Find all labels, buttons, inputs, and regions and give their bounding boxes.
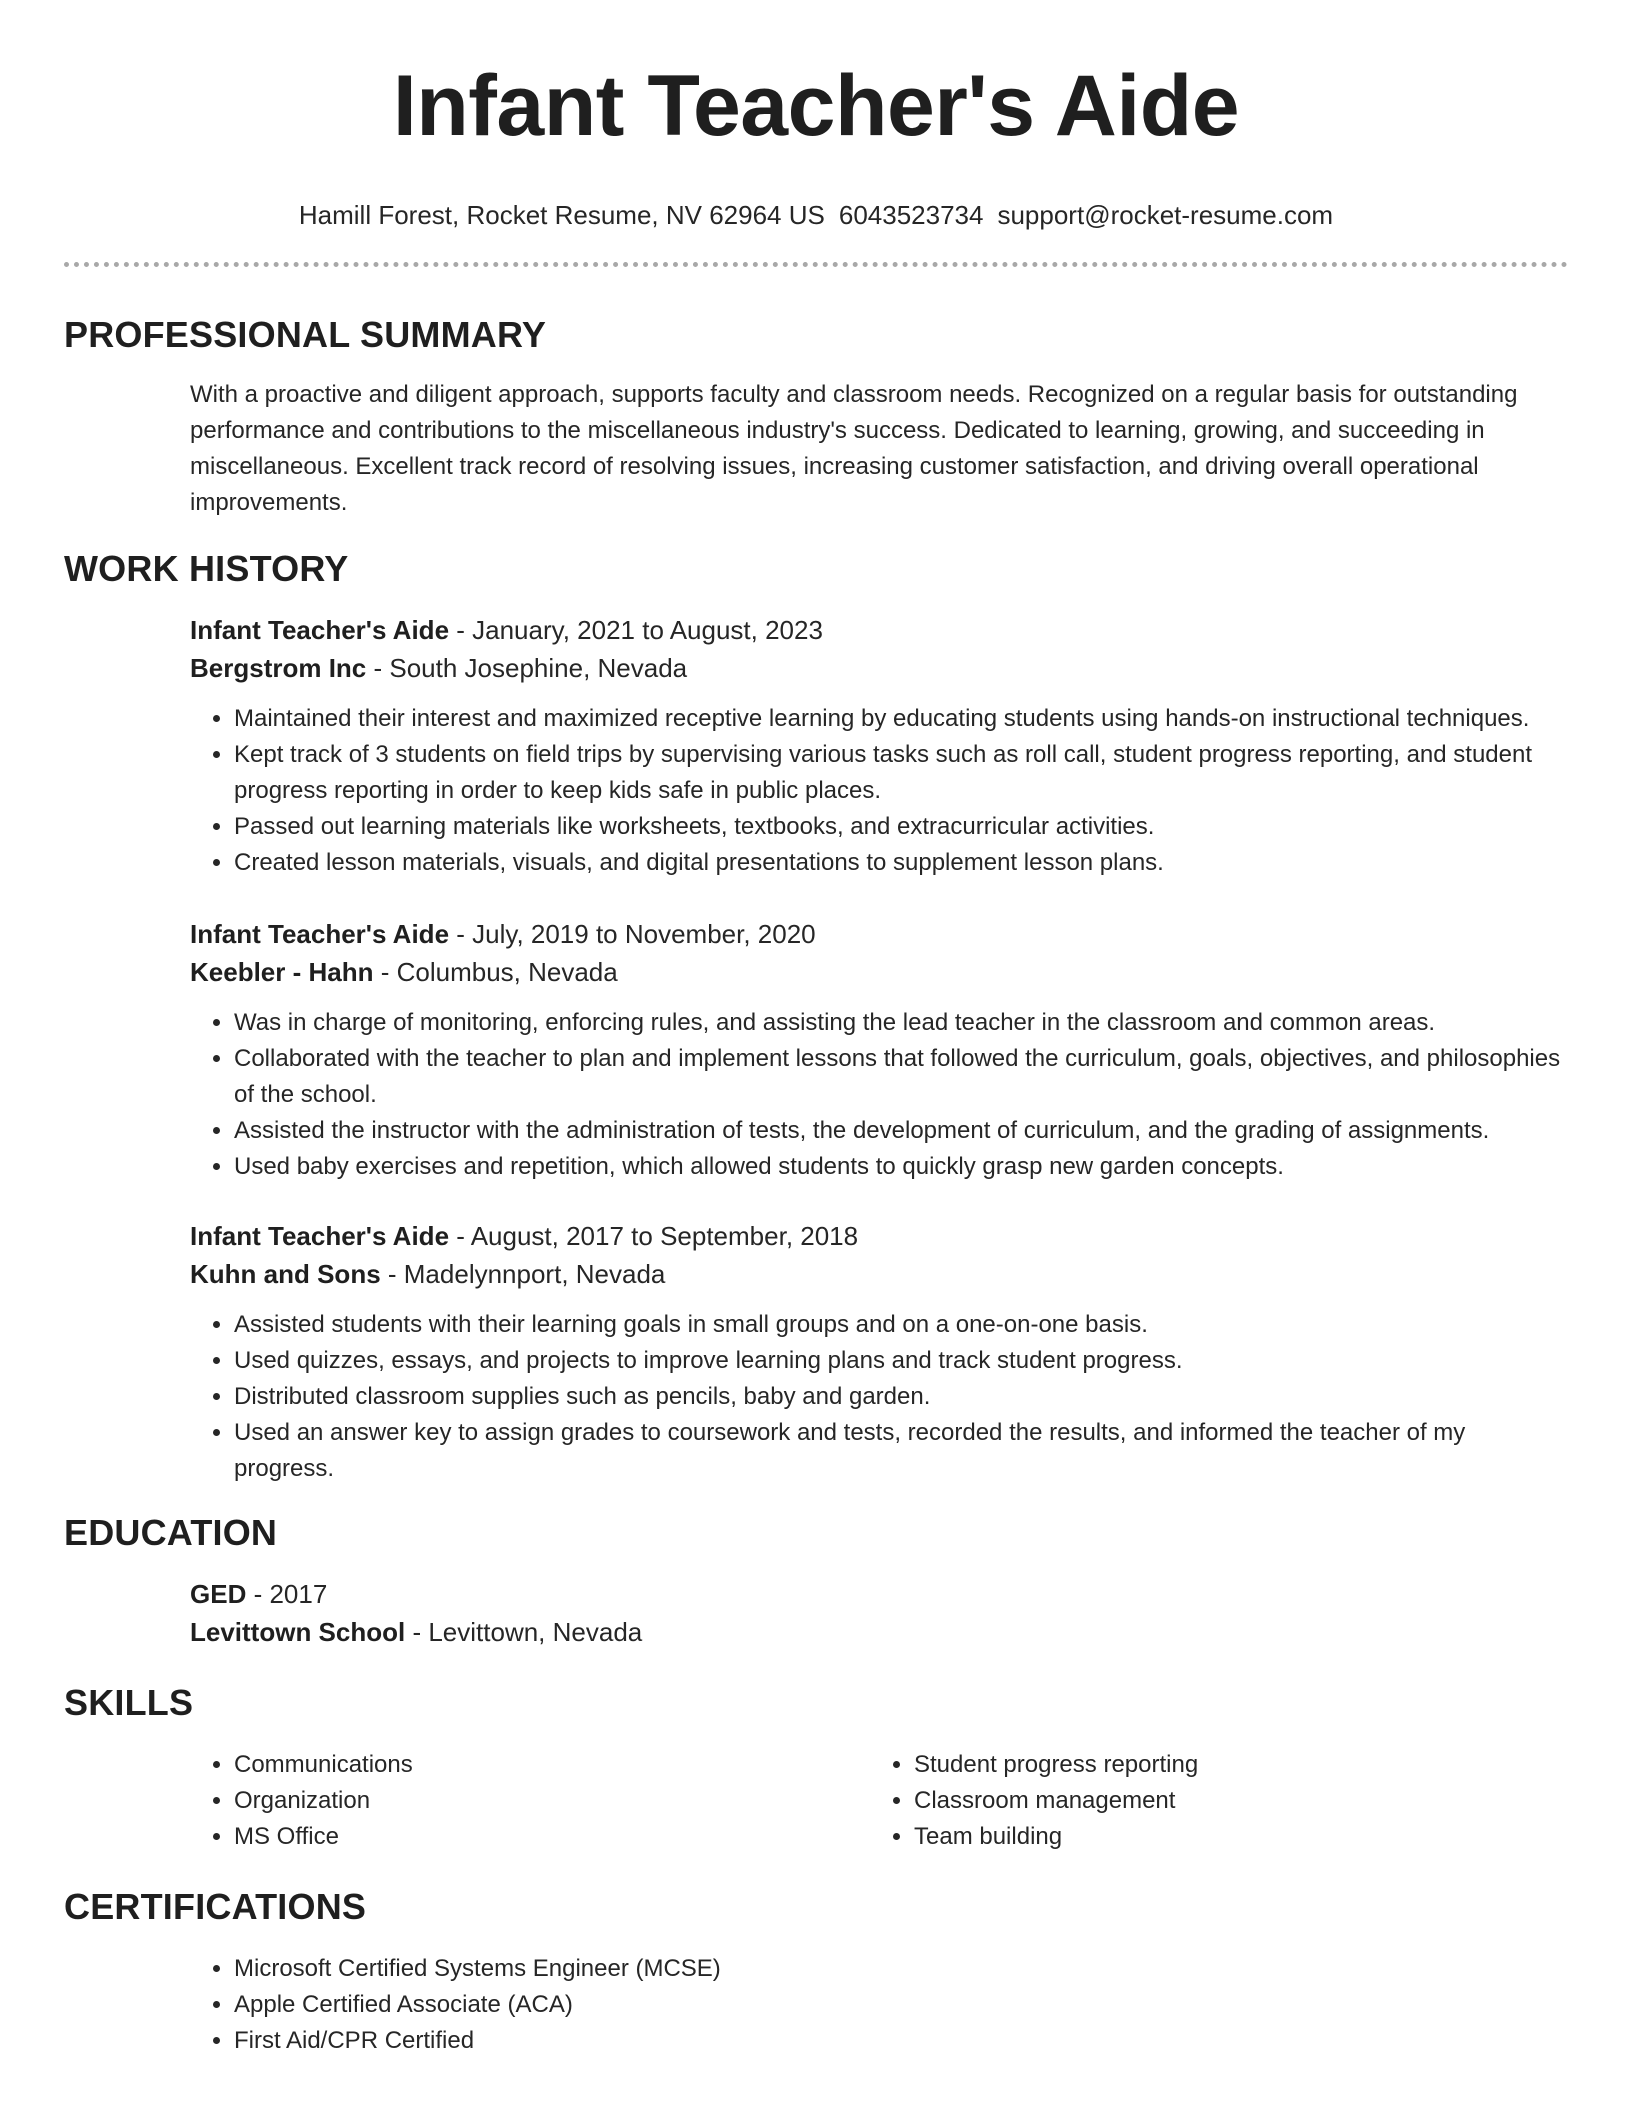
- education-school-line: [190, 1613, 1568, 1651]
- skills-column-left: [190, 1747, 870, 1855]
- header-divider: [64, 262, 1568, 267]
- job-company-line: [190, 1255, 1568, 1293]
- job-company: Keebler - Hahn: [190, 957, 374, 987]
- job-bullets: [190, 1005, 1568, 1185]
- summary-text: With a proactive and diligent approach, supports faculty and classroom needs. Recognized on a regular basis for outstanding performance and contributions to the miscellaneous industry's success. Dedicated to learning, growing, and succeeding in miscellaneous. Excellent track record of resolving issues, increasing customer satisfaction, and driving overall operational improvements.: [190, 381, 1518, 516]
- certifications-heading: CERTIFICATIONS: [64, 1886, 367, 1927]
- job-dates: - August, 2017 to September, 2018: [449, 1221, 859, 1251]
- skills-heading: SKILLS: [64, 1682, 194, 1723]
- education-year: - 2017: [246, 1579, 328, 1609]
- skill-item: • Classroom management: [914, 1783, 1550, 1819]
- job-title-line: [190, 611, 1568, 649]
- education-school: Levittown School: [190, 1617, 406, 1647]
- job-location: - Madelynnport, Nevada: [380, 1259, 666, 1289]
- job-bullet: • Assisted students with their learning goals in small groups and on a one-on-one basis.: [234, 1307, 1568, 1343]
- skills-column-right: [870, 1747, 1550, 1855]
- job-title-line: [190, 1217, 1568, 1255]
- certifications-list: [190, 1951, 1568, 2059]
- education-location: - Levittown, Nevada: [405, 1617, 643, 1647]
- job-role: Infant Teacher's Aide: [190, 919, 450, 949]
- job-bullet: • Collaborated with the teacher to plan and implement lessons that followed the curriculum, goals, objectives, and philosophies of the school.: [234, 1041, 1568, 1113]
- skill-item: • Student progress reporting: [914, 1747, 1550, 1783]
- job-entry: [190, 915, 1568, 1185]
- certifications-section: [190, 1951, 1568, 2059]
- certification-item: • Microsoft Certified Systems Engineer (MCSE): [234, 1951, 1568, 1987]
- contact-phone: 6043523734: [838, 200, 984, 230]
- education-degree-line: [190, 1575, 1568, 1613]
- job-location: - South Josephine, Nevada: [366, 653, 688, 683]
- education-heading: EDUCATION: [64, 1512, 278, 1553]
- job-company: Bergstrom Inc: [190, 653, 367, 683]
- job-bullet: • Used an answer key to assign grades to coursework and tests, recorded the results, and informed the teacher of my progress.: [234, 1415, 1568, 1487]
- job-company: Kuhn and Sons: [190, 1259, 381, 1289]
- skill-item: • MS Office: [234, 1819, 870, 1855]
- job-dates: - January, 2021 to August, 2023: [449, 615, 823, 645]
- job-bullet: • Created lesson materials, visuals, and digital presentations to supplement lesson plans.: [234, 845, 1568, 881]
- job-title-line: [190, 915, 1568, 953]
- contact-line: [64, 198, 1568, 232]
- work-history-section: [190, 611, 1568, 1487]
- summary-heading: PROFESSIONAL SUMMARY: [64, 314, 547, 355]
- job-bullets: [190, 1307, 1568, 1487]
- job-bullet: • Maintained their interest and maximized receptive learning by educating students using hands-on instructional techniques.: [234, 701, 1568, 737]
- education-section: [190, 1575, 1568, 1651]
- skills-list: [190, 1747, 870, 1855]
- job-role: Infant Teacher's Aide: [190, 615, 450, 645]
- job-bullet: • Used baby exercises and repetition, which allowed students to quickly grasp new garden concepts.: [234, 1149, 1568, 1185]
- job-dates: - July, 2019 to November, 2020: [449, 919, 816, 949]
- contact-address: Hamill Forest, Rocket Resume, NV 62964 US: [298, 200, 825, 230]
- skills-section: [190, 1747, 1568, 1855]
- job-role: Infant Teacher's Aide: [190, 1221, 450, 1251]
- summary-section: [190, 377, 1568, 521]
- job-company-line: [190, 953, 1568, 991]
- certification-item: • First Aid/CPR Certified: [234, 2023, 1568, 2059]
- job-entry: [190, 1217, 1568, 1487]
- job-entry: [190, 611, 1568, 881]
- skill-item: • Organization: [234, 1783, 870, 1819]
- job-location: - Columbus, Nevada: [373, 957, 618, 987]
- job-bullet: • Assisted the instructor with the administration of tests, the development of curriculum, and the grading of assignments.: [234, 1113, 1568, 1149]
- work-history-heading: WORK HISTORY: [64, 548, 349, 589]
- skill-item: • Team building: [914, 1819, 1550, 1855]
- job-bullet: • Distributed classroom supplies such as pencils, baby and garden.: [234, 1379, 1568, 1415]
- job-bullet: • Was in charge of monitoring, enforcing rules, and assisting the lead teacher in the classroom and common areas.: [234, 1005, 1568, 1041]
- resume-name: Infant Teacher's Aide: [392, 58, 1240, 154]
- education-degree: GED: [190, 1579, 247, 1609]
- job-bullet: • Passed out learning materials like worksheets, textbooks, and extracurricular activities.: [234, 809, 1568, 845]
- contact-email[interactable]: support@rocket-resume.com: [997, 200, 1334, 230]
- job-bullet: • Used quizzes, essays, and projects to improve learning plans and track student progress.: [234, 1343, 1568, 1379]
- skills-list: [870, 1747, 1550, 1855]
- job-company-line: [190, 649, 1568, 687]
- job-bullets: [190, 701, 1568, 881]
- certification-item: • Apple Certified Associate (ACA): [234, 1987, 1568, 2023]
- skill-item: • Communications: [234, 1747, 870, 1783]
- job-bullet: • Kept track of 3 students on field trips by supervising various tasks such as roll call, student progress reporting, and student progress reporting in order to keep kids safe in public places.: [234, 737, 1568, 809]
